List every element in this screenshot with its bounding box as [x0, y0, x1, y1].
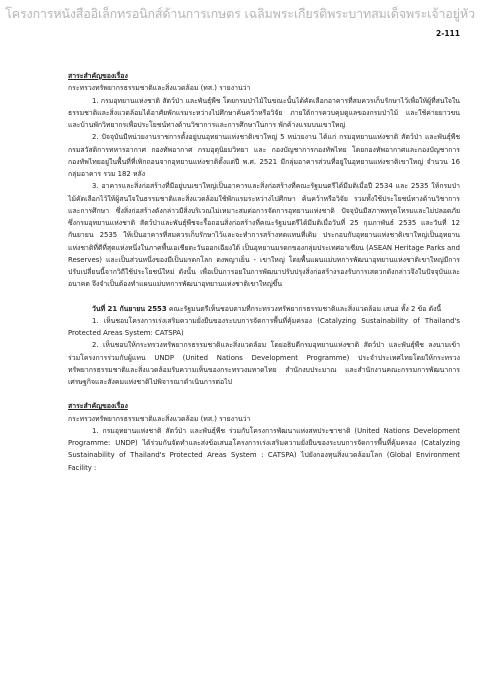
paragraph: 1. เห็นชอบโครงการเร่งเสริมความยั่งยืนของระบบการจัดการพื้นที่คุ้มครอง (Catalyzing Sustainability of Thailand's Protected Areas System: CATSPA)	[68, 316, 460, 337]
running-header: โครงการหนังสืออิเล็กทรอนิกส์ด้านการเกษตร เฉลิมพระเกียรติพระบาทสมเด็จพระเจ้าอยู่หัว	[5, 6, 475, 21]
resolution-date: วันที่ 21 กันยายน 2553	[92, 304, 167, 313]
paragraph: 1. กรมอุทยานแห่งชาติ สัตว์ป่า และพันธุ์พืช ร่วมกับโครงการพัฒนาแห่งสหประชาชาติ (United Nations Development Programme: UNDP) ได้ร่วมกันจัดทำและส่งข้อเสนอโครงการเร่งเสริมความยั่งยืนของระบบการจัดการพื้นที่คุ้มครอง (Catalyzing Sustainability of Thailand's Protected Areas System : CATSPA) ไปยังกองทุนสิ่งแวดล้อมโลก (Global Environment Facility :	[68, 426, 460, 472]
section-title: สาระสำคัญของเรื่อง	[68, 72, 128, 80]
resolution-text: คณะรัฐมนตรีเห็นชอบตามที่กระทรวงทรัพยากรธรรมชาติและสิ่งแวดล้อม เสนอ ทั้ง 2 ข้อ ดังนี้	[166, 304, 442, 313]
paragraph: 2. ปัจจุบันมีหน่วยงานราชการตั้งอยู่บนอุทยานแห่งชาติเขาใหญ่ 5 หน่วยงาน ได้แก่ กรมอุทยานแห่งชาติ สัตว์ป่า และพันธุ์พืช กรมสวัสดิการทหารอากาศ กองทัพอากาศ กรมอุตุนิยมวิทยา และ กองบัญชาการกองทัพไทย โดยกองทัพอากาศและกองบัญชาการกองทัพไทยอยู่ในพื้นที่ที่เพิกถอนจากอุทยานแห่งชาติตั้งแต่ปี พ.ศ. 2521 มีกลุ่มอาคารส่วนที่อยู่ในอุทยานแห่งชาติเขาใหญ่ จำนวน 16 กลุ่มอาคาร รวม 182 หลัง	[68, 133, 460, 178]
source-line: กระทรวงทรัพยากรธรรมชาติและสิ่งแวดล้อม (ทส.) รายงานว่า	[68, 414, 251, 423]
paragraph: 1. กรมอุทยานแห่งชาติ สัตว์ป่า และพันธุ์พืช โดยกรมป่าไม้ในขณะนั้นได้คัดเลือกอาคารที่สมควรเก็บรักษาไว้เพื่อให้ผู้ที่สนใจในธรรมชาติและสิ่งแวดล้อมได้อาศัยพักแรมระหว่างไปศึกษาค้นคว้าหรือวิจัย ภายใต้การควบคุมดูแลของกรมป่าไม้ และใช้ค่ายยาวขนและบ้านพักวิทยากรเพื่อประโยชน์ทางด้านวิชาการและการศึกษาในการ พักค้างแรมบนเขาใหญ่	[68, 96, 460, 129]
paragraph: 3. อาคารและสิ่งก่อสร้างที่มีอยู่บนเขาใหญ่เป็นอาคารและสิ่งก่อสร้างที่คณะรัฐมนตรีได้มีมติเมื่อปี 2534 และ 2535 ให้กรมป่าไม้คัดเลือกไว้ให้ผู้สนใจในธรรมชาติและสิ่งแวดล้อมใช้พักแรมระหว่างไปศึกษา ค้นคว้าหรือวิจัย รวมทั้งใช้ประโยชน์ทางด้านวิชาการและการศึกษา ซึ่งสิ่งก่อสร้างดังกล่าวมีสิ่งบริเวณไม่เหมาะสมต่อการจัดการอุทยานแห่งชาติ ปัจจุบันมีสภาพทรุดโทรมและไม่ปลอดภัย ซึ่งกรมอุทยานแห่งชาติ สัตว์ป่าและพันธุ์พืชจะรื้อถอนสิ่งก่อสร้างที่คณะรัฐมนตรีได้มีมติเมื่อวันที่ 25 กุมภาพันธ์ 2535 และวันที่ 12 กันยายน 2535 ให้เป็นอาคารที่สมควรเก็บรักษาไว้และจะทำการสร้างทดแทนที่เดิม ประกอบกับอุทยานแห่งชาติเขาใหญ่เป็นอุทยานแห่งชาติที่ดีที่สุดแห่งหนึ่งในภาคพื้นเอเชียตะวันออกเฉียงใต้ เป็นอุทยานมรดกของกลุ่มประเทศอาเซียน (ASEAN Heritage Parks and Reserves) และเป็นส่วนหนึ่งของมีเป็นมรดกโลก ดงพญาเย็น - เขาใหญ่ โดยพื้นแผนแม่บทการพัฒนาอุทยานแห่งชาติเขาใหญ่มีการปรับเปลี่ยนนี้จากวิถีใช้ประโยชน์ใหม่ ดังนั้น เพื่อเป็นการอยในการพัฒนาปรับปรุงสิ่งก่อสร้างรองรับการเสดวกดังกล่าวจึงในปัจจุบันและอนาคต จึงจำเป็นต้องทำแผนแม่บทการพัฒนาอุทยานแห่งชาติเขาใหญ่ขึ้น	[68, 182, 460, 289]
resolution-paragraph	[68, 303, 460, 315]
document-body	[68, 70, 460, 474]
paragraph: 2. เห็นชอบให้กระทรวงทรัพยากรธรรมชาติและสิ่งแวดล้อม โดยอธิบดีกรมอุทยานแห่งชาติ สัตว์ป่า และพันธุ์พืช ลงนามเข้าร่วมโครงการร่วมกับผู้แทน UNDP (United Nations Development Programme) ประจำประเทศไทยโดยให้กระทรวงทรัพยากรธรรมชาติและสิ่งแวดล้อมรับความเห็นของกระทรวงมหาดไทย สำนักงบประมาณ และสำนักงานคณะกรรมการพัฒนาการเศรษฐกิจและสังคมแห่งชาติไปพิจารณาดำเนินการต่อไป	[68, 341, 460, 386]
source-line: กระทรวงทรัพยากรธรรมชาติและสิ่งแวดล้อม (ทส.) รายงานว่า	[68, 84, 251, 93]
page-number: 2-111	[436, 29, 460, 38]
section-title: สาระสำคัญของเรื่อง	[68, 402, 128, 411]
